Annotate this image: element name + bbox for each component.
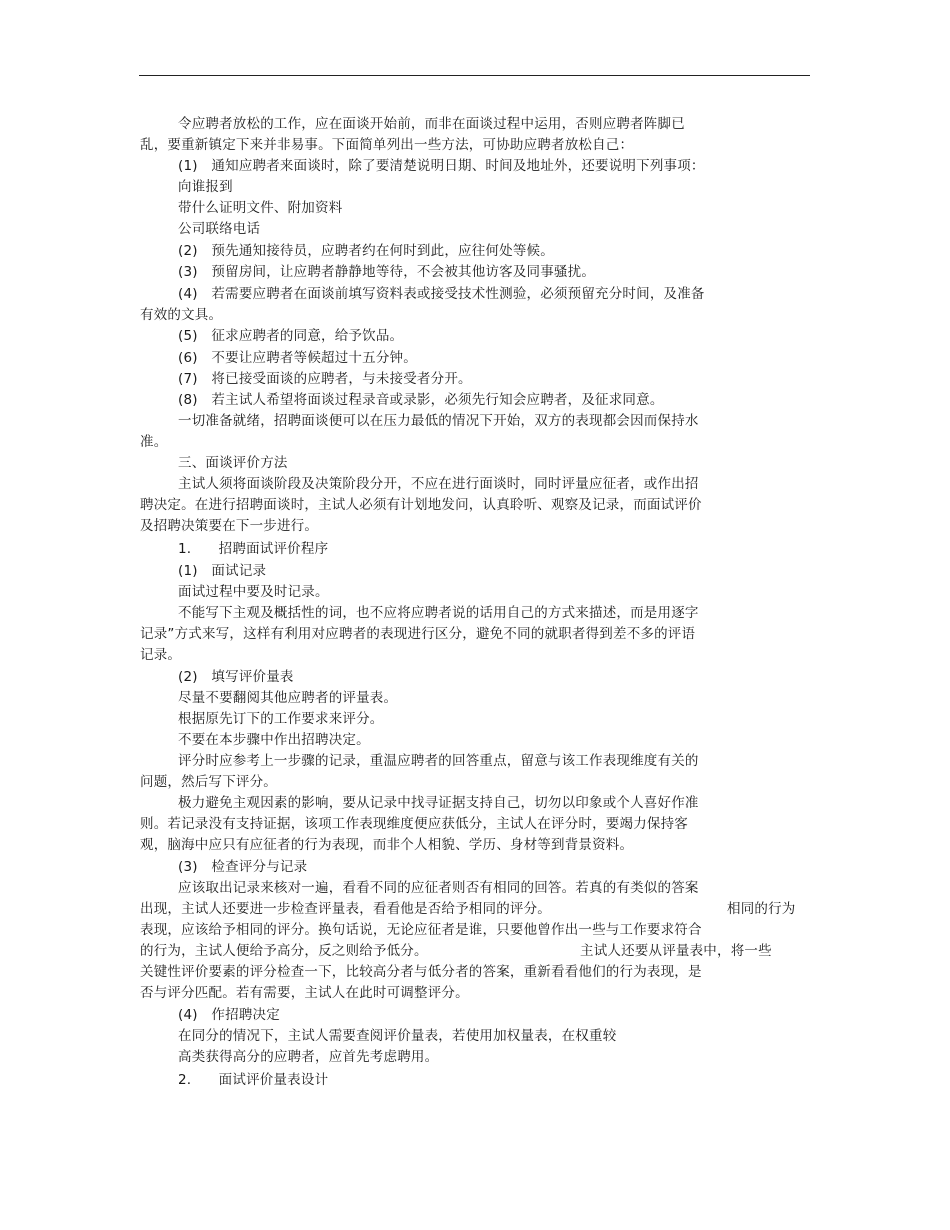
- text-line: 向谁报到: [178, 179, 233, 195]
- text-line: 相同的行为: [727, 901, 796, 917]
- text-line: 否与评分匹配。若有需要，主试人在此时可调整评分。: [140, 985, 469, 1001]
- text-line: 评分时应参考上一步骤的记录，重温应聘者的回答重点，留意与该工作表现维度有关的: [178, 753, 699, 769]
- text-line: 令应聘者放松的工作，应在面谈开始前，而非在面谈过程中运用，否则应聘者阵脚已: [178, 116, 685, 132]
- text-line: 则。若记录没有支持证据，该项工作表现维度便应获低分，主试人在评分时，要竭力保持客: [140, 816, 688, 832]
- text-line: 公司联络电话: [178, 221, 261, 237]
- list-item: (4) 若需要应聘者在面谈前填写资料表或接受技术性测验，必须预留充分时间，及准备: [178, 286, 705, 302]
- text-line: 有效的文具。: [140, 307, 223, 323]
- list-item: (2) 填写评价量表: [178, 669, 294, 685]
- text-line: 应该取出记录来核对一遍，看看不同的应征者则否有相同的回答。若真的有类似的答案: [178, 880, 699, 896]
- list-item: (6) 不要让应聘者等候超过十五分钟。: [178, 350, 417, 366]
- text-line: 乱，要重新镇定下来并非易事。下面简单列出一些方法，可协助应聘者放松自己：: [140, 137, 634, 153]
- text-line: 高类获得高分的应聘者，应首先考虑聘用。: [178, 1049, 439, 1065]
- text-line: 的行为，主试人便给予高分，反之则给予低分。: [140, 943, 428, 959]
- text-line: 记录”方式来写，这样有利用对应聘者的表现进行区分，避免不同的就职者得到差不多的评语: [140, 626, 696, 642]
- list-item: (4) 作招聘决定: [178, 1007, 280, 1023]
- text-line: 记录。: [140, 647, 182, 663]
- text-line: 及招聘决策要在下一步进行。: [140, 518, 319, 534]
- text-line: 聘决定。在进行招聘面谈时，主试人必须有计划地发问，认真聆听、观察及记录，而面试评价: [140, 497, 702, 513]
- text-line: 关键性评价要素的评分检查一下，比较高分者与低分者的答案，重新看看他们的行为表现，是: [140, 964, 702, 980]
- list-item: (5) 征求应聘者的同意，给予饮品。: [178, 328, 404, 344]
- text-line: 问题，然后写下评分。: [140, 774, 277, 790]
- list-item: (8) 若主试人希望将面谈过程录音或录影，必须先行知会应聘者，及征求同意。: [178, 392, 664, 408]
- text-line: 带什么证明文件、附加资料: [178, 200, 343, 216]
- text-line: 一切准备就绪，招聘面谈便可以在压力最低的情况下开始，双方的表现都会因而保持水: [178, 413, 699, 429]
- list-item: (3) 预留房间，让应聘者静静地等待，不会被其他访客及同事骚扰。: [178, 264, 596, 280]
- text-line: 观，脑海中应只有应征者的行为表现，而非个人相貌、学历、身材等到背景资料。: [140, 837, 634, 853]
- header-rule: [139, 75, 810, 76]
- text-line: 根据原先订下的工作要求来评分。: [178, 711, 384, 727]
- text-line: 不能写下主观及概括性的词，也不应将应聘者说的话用自己的方式来描述，而是用逐字: [178, 605, 699, 621]
- text-line: 尽量不要翻阅其他应聘者的评量表。: [178, 690, 398, 706]
- text-line: 主试人须将面谈阶段及决策阶段分开，不应在进行面谈时，同时评量应征者，或作出招: [178, 476, 699, 492]
- text-line: 在同分的情况下，主试人需要查阅评价量表，若使用加权量表，在权重较: [178, 1028, 617, 1044]
- subsection-heading: 1. 招聘面试评价程序: [178, 541, 329, 557]
- text-line: 主试人还要从评量表中，将一些: [580, 943, 772, 959]
- section-heading: 三、面谈评价方法: [178, 455, 288, 471]
- list-item: (7) 将已接受面谈的应聘者，与未接受者分开。: [178, 371, 472, 387]
- list-item: (2) 预先通知接待员，应聘者约在何时到此，应往何处等候。: [178, 243, 554, 259]
- text-line: 表现，应该给予相同的评分。换句话说，无论应征者是谁，只要他曾作出一些与工作要求符合: [140, 922, 702, 938]
- list-item: (1) 面试记录: [178, 563, 267, 579]
- text-line: 不要在本步骤中作出招聘决定。: [178, 732, 370, 748]
- text-line: 出现，主试人还要进一步检查评量表，看看他是否给予相同的评分。: [140, 901, 551, 917]
- text-line: 面试过程中要及时记录。: [178, 584, 329, 600]
- subsection-heading: 2. 面试评价量表设计: [178, 1072, 329, 1088]
- text-line: 准。: [140, 434, 168, 450]
- list-item: (3) 检查评分与记录: [178, 859, 308, 875]
- text-line: 极力避免主观因素的影响，要从记录中找寻证据支持自己，切勿以印象或个人喜好作准: [178, 795, 699, 811]
- list-item: (1) 通知应聘者来面谈时，除了要清楚说明日期、时间及地址外，还要说明下列事项：: [178, 158, 705, 174]
